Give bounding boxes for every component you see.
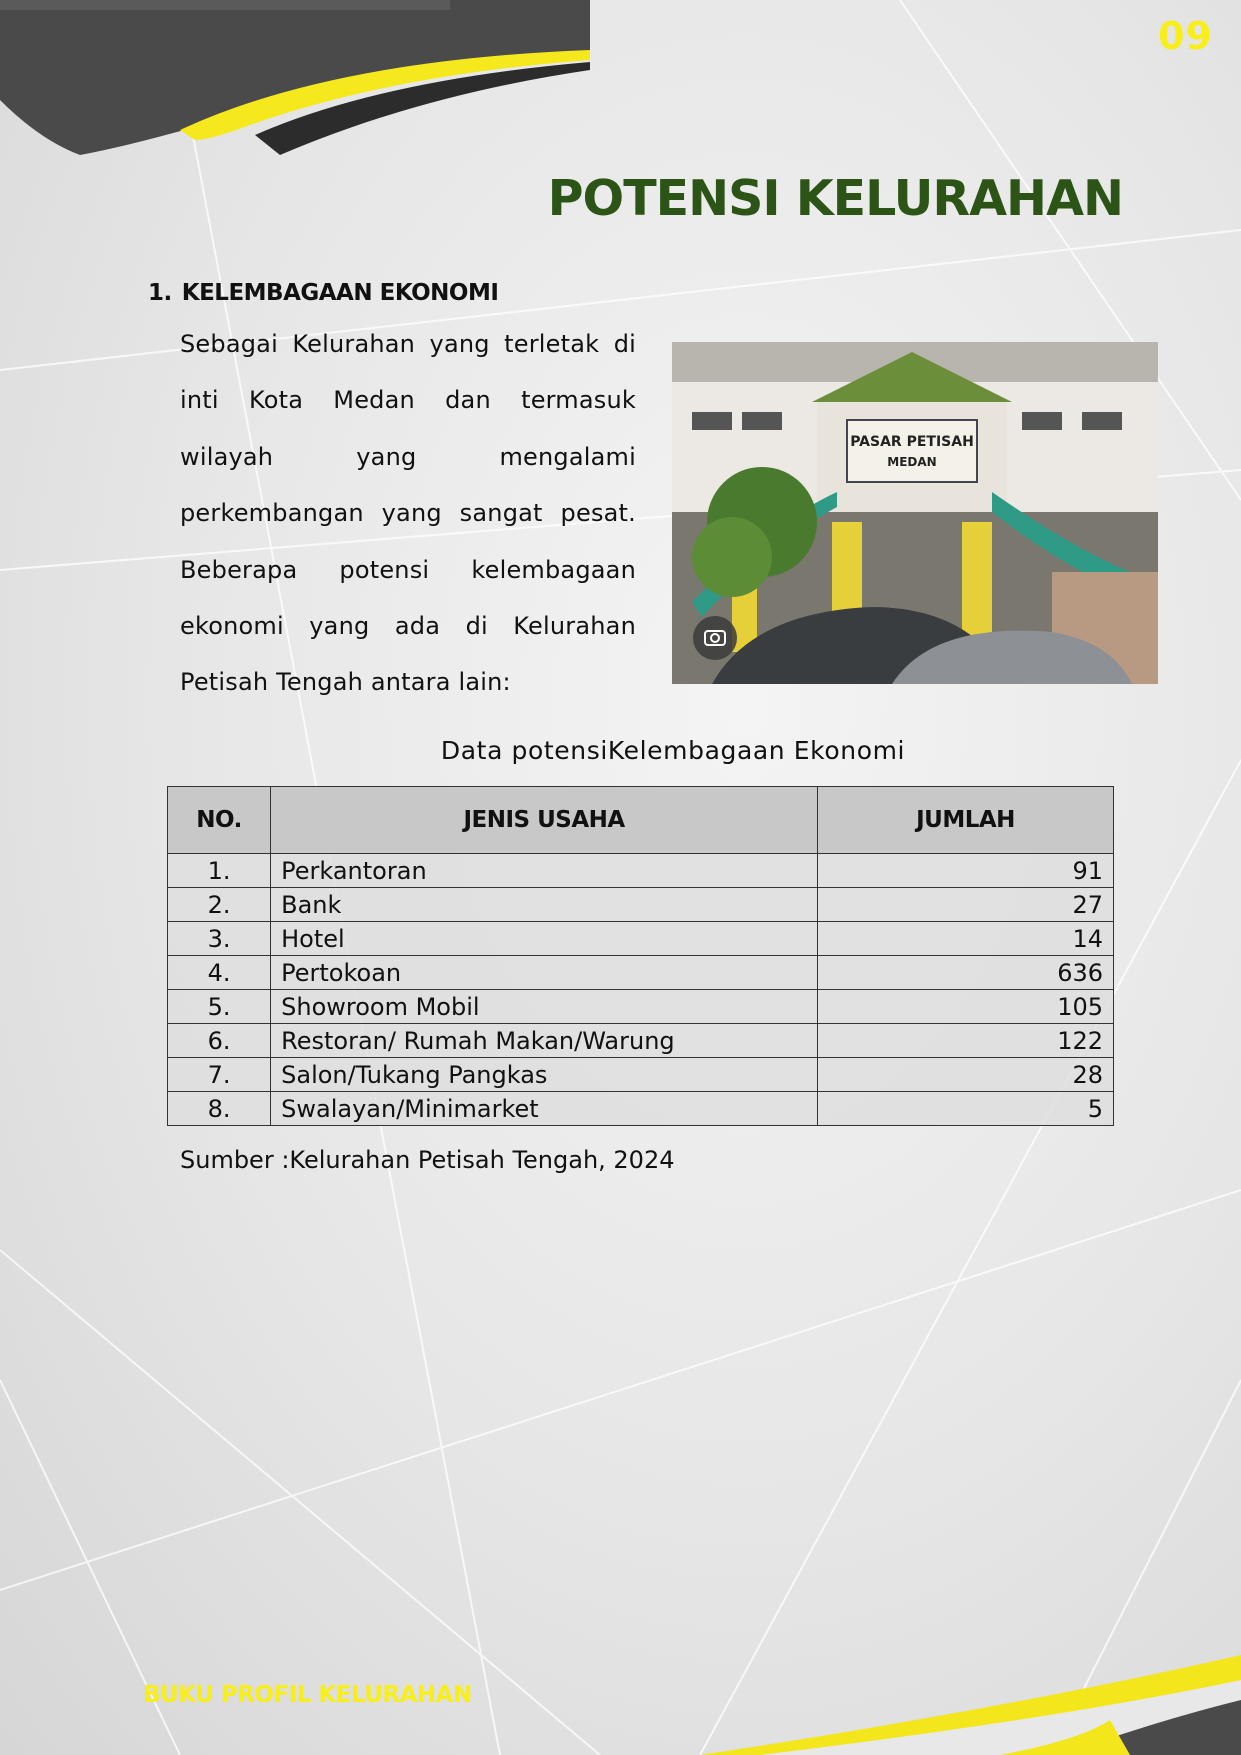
table-row xyxy=(168,922,1114,956)
cell-jenis: Showroom Mobil xyxy=(271,990,818,1024)
market-photo xyxy=(672,342,1158,684)
cell-no: 1. xyxy=(168,854,271,888)
footer-title: BUKU PROFIL KELURAHAN xyxy=(143,1682,472,1708)
cell-no: 5. xyxy=(168,990,271,1024)
table-source-note: Sumber :Kelurahan Petisah Tengah, 2024 xyxy=(180,1146,675,1174)
table-row xyxy=(168,956,1114,990)
cell-jenis: Perkantoran xyxy=(271,854,818,888)
cell-jenis: Swalayan/Minimarket xyxy=(271,1092,818,1126)
intro-paragraph: Sebagai Kelurahan yang terletak di inti Kota Medan dan termasuk wilayah yang mengalami perkembangan yang sangat pesat. Beberapa potensi kelembagaan ekonomi yang ada di Kelurahan Petisah Tengah antara lain: xyxy=(180,330,636,697)
cell-no: 2. xyxy=(168,888,271,922)
cell-no: 7. xyxy=(168,1058,271,1092)
section-heading-text: KELEMBAGAAN EKONOMI xyxy=(181,280,499,306)
photo-sign-line1: PASAR PETISAH xyxy=(850,434,974,450)
cell-jenis: Salon/Tukang Pangkas xyxy=(271,1058,818,1092)
top-left-corner-shape xyxy=(0,0,590,155)
cell-no: 6. xyxy=(168,1024,271,1058)
cell-no: 4. xyxy=(168,956,271,990)
section-number: 1. xyxy=(148,280,172,306)
section-heading xyxy=(148,280,498,306)
cell-jenis: Hotel xyxy=(271,922,818,956)
table-header-row xyxy=(168,787,1114,854)
bottom-right-corner-shape xyxy=(700,1655,1241,1755)
economic-institutions-table xyxy=(167,786,1114,1126)
table-row xyxy=(168,1058,1114,1092)
cell-jumlah: 5 xyxy=(818,1092,1114,1126)
cell-jumlah: 14 xyxy=(818,922,1114,956)
table-row xyxy=(168,1024,1114,1058)
table-row xyxy=(168,990,1114,1024)
cell-jumlah: 105 xyxy=(818,990,1114,1024)
cell-jenis: Restoran/ Rumah Makan/Warung xyxy=(271,1024,818,1058)
table-caption: Data potensiKelembagaan Ekonomi xyxy=(440,736,906,765)
cell-jumlah: 636 xyxy=(818,956,1114,990)
cell-jumlah: 122 xyxy=(818,1024,1114,1058)
cell-no: 8. xyxy=(168,1092,271,1126)
photo-sign-line2: MEDAN xyxy=(887,455,937,469)
table-row xyxy=(168,888,1114,922)
header-no: NO. xyxy=(168,787,271,854)
cell-no: 3. xyxy=(168,922,271,956)
header-jumlah: JUMLAH xyxy=(818,787,1114,854)
header-jenis-usaha: JENIS USAHA xyxy=(271,787,818,854)
camera-search-icon xyxy=(693,616,737,660)
cell-jumlah: 27 xyxy=(818,888,1114,922)
cell-jumlah: 91 xyxy=(818,854,1114,888)
cell-jumlah: 28 xyxy=(818,1058,1114,1092)
cell-jenis: Bank xyxy=(271,888,818,922)
table-row xyxy=(168,854,1114,888)
page-title: POTENSI KELURAHAN xyxy=(547,170,1123,227)
page-number: 09 xyxy=(1158,14,1213,58)
cell-jenis: Pertokoan xyxy=(271,956,818,990)
table-row xyxy=(168,1092,1114,1126)
